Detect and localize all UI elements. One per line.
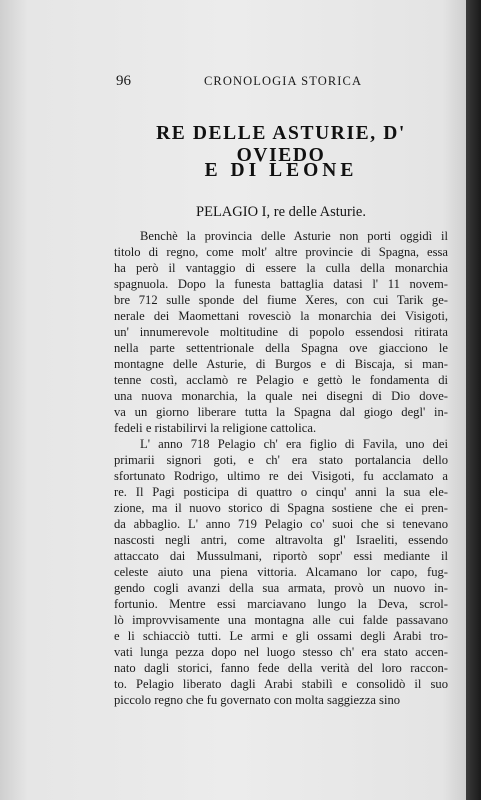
text-line: una nuova monarchia, la quale nei disegni di Dio dove-: [114, 389, 448, 403]
text-line: primarii signori goti, e ch' era stato portalancia dello: [114, 453, 448, 467]
text-line: to. Pelagio liberato dagli Arabi stabilì e consolidò il suo: [114, 677, 448, 691]
book-edge: [466, 0, 481, 800]
text-line: nato dagli storici, fanno fede della verità del loro raccon-: [114, 661, 448, 675]
chapter-title-line-1: RE DELLE ASTURIE, D' OVIEDO: [156, 123, 406, 166]
text-line: titolo di regno, come molt' altre provincie di Spagna, essa: [114, 245, 448, 259]
text-line: sfortunato Rodrigo, ultimo re dei Visigoti, fu acclamato a: [114, 469, 448, 483]
text-line: spagnuola. Dopo la funesta battaglia datasi l' 11 novem-: [114, 277, 448, 291]
page-number: 96: [116, 73, 131, 89]
text-line: L' anno 718 Pelagio ch' era figlio di Favila, uno dei: [140, 437, 448, 451]
text-line: e li schiacciò tutti. Le armi e gli ossami degli Arabi tro-: [114, 629, 448, 643]
text-line: nella parte settentrionale della Spagna ove giacciono le: [114, 341, 448, 355]
text-line: nerale dei Maomettani rovesciò la monarchia dei Visigoti,: [114, 309, 448, 323]
text-line: nascosti negli antri, come altravolta gl' Israeliti, essendo: [114, 533, 448, 547]
text-line: va un giorno liberare tutta la Spagna dal giogo degl' in-: [114, 405, 448, 419]
text-line: ha però il vantaggio di essere la culla della monarchia: [114, 261, 448, 275]
text-line: un' innumerevole moltitudine di popolo essendosi ritirata: [114, 325, 448, 339]
text-line: attaccato dai Mussulmani, riportò sopr' essi mediante il: [114, 549, 448, 563]
text-line: bre 712 sulle sponde del fiume Xeres, con cui Tarik ge-: [114, 293, 448, 307]
section-heading: PELAGIO I, re delle Asturie.: [196, 204, 366, 220]
chapter-title-line-2: E DI LEONE: [204, 160, 358, 181]
text-line: lò improvvisamente una montagna alle cui falde passavano: [114, 613, 448, 627]
text-line: fedeli e ristabilirvi la religione cattolica.: [114, 421, 317, 435]
body-text: [114, 228, 448, 708]
text-line: da abbaglio. L' anno 719 Pelagio co' suoi che si tenevano: [114, 517, 448, 531]
text-line: fortunio. Mentre essi marciavano lungo la Deva, scrol-: [114, 597, 448, 611]
text-line: tenne costì, acclamò re Pelagio e gettò le fondamenta di: [114, 373, 448, 387]
text-line: celeste aiuto una piena vittoria. Alcamano lor capo, fug-: [114, 565, 448, 579]
text-line: gendo cogli avanzi della sua armata, provò un nuovo in-: [114, 581, 448, 595]
text-line: Benchè la provincia delle Asturie non porti oggidì il: [140, 229, 448, 243]
text-line: piccolo regno che fu governato con molta saggiezza sino: [114, 693, 401, 707]
text-line: montagne delle Asturie, di Burgos e di Biscaja, si man-: [114, 357, 448, 371]
text-line: vati lunga pezza dopo nel luogo stesso ch' era stato accen-: [114, 645, 448, 659]
text-line: zione, ma il nuovo storico di Spagna sostiene che ei pren-: [114, 501, 448, 515]
text-line: re. Il Pagi posticipa di quattro o cinqu' anni la sua ele-: [114, 485, 448, 499]
page-header: [116, 73, 446, 93]
running-head: CRONOLOGIA STORICA: [204, 74, 363, 88]
